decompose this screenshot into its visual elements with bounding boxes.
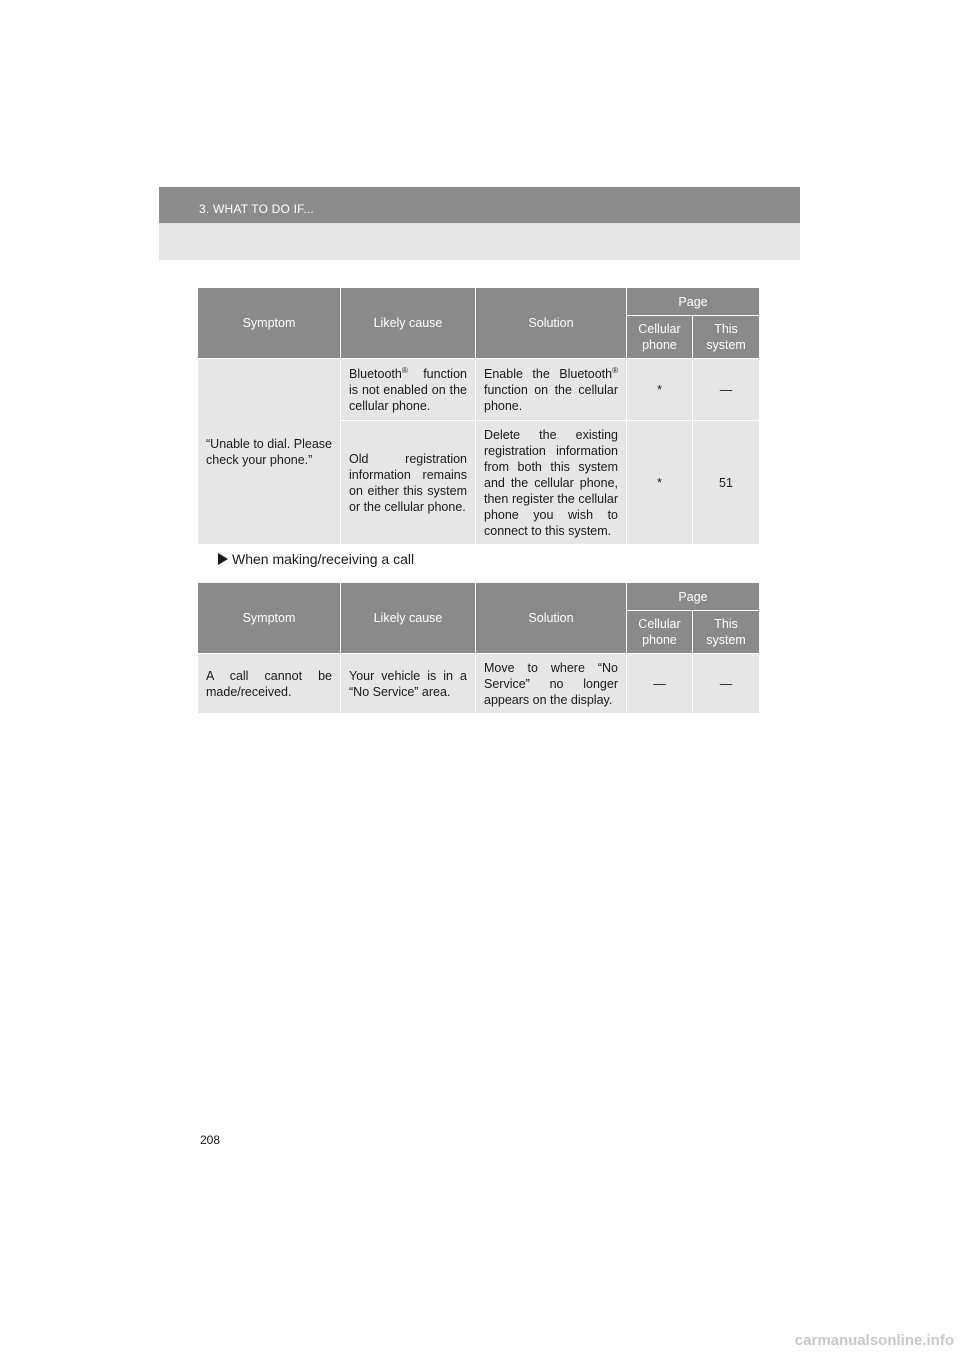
header-solution: Solution	[476, 583, 627, 654]
system-page-cell: 51	[693, 421, 760, 545]
cause-cell	[341, 359, 476, 421]
header-likely-cause: Likely cause	[341, 288, 476, 359]
system-page-cell: —	[693, 359, 760, 421]
header-cellular-phone: Cellular phone	[627, 316, 693, 359]
symptom-cell: A call cannot be made/received.	[198, 654, 341, 714]
section-title: 3. WHAT TO DO IF...	[199, 202, 314, 216]
troubleshooting-table-dial	[197, 287, 760, 545]
cause-cell: Old registration information remains on either this system or the cellular phone.	[341, 421, 476, 545]
header-this-system: This system	[693, 316, 760, 359]
system-page-cell: —	[693, 654, 760, 714]
subheading	[218, 551, 414, 567]
header-page: Page	[627, 583, 760, 611]
subheading-text: When making/receiving a call	[232, 551, 415, 567]
solution-cell: Delete the existing registration information from both this system and the cellular phone, then register the cellular phone you wish to connect to this system.	[476, 421, 627, 545]
header-page: Page	[627, 288, 760, 316]
watermark: carmanualsonline.info	[794, 1332, 954, 1349]
page-number: 208	[200, 1133, 221, 1147]
cause-text-prefix: Bluetooth	[349, 366, 402, 381]
header-solution: Solution	[476, 288, 627, 359]
header-likely-cause: Likely cause	[341, 583, 476, 654]
solution-cell	[476, 359, 627, 421]
solution-cell: Move to where “No Service” no longer appears on the display.	[476, 654, 627, 714]
header-symptom: Symptom	[198, 288, 341, 359]
cellular-page-cell: *	[627, 421, 693, 545]
triangle-bullet-icon	[218, 553, 228, 565]
solution-text-suffix: function on the cellular phone.	[484, 382, 618, 413]
symptom-text: “Unable to dial. Please check your phone.”	[206, 436, 332, 467]
cellular-page-cell: —	[627, 654, 693, 714]
header-cellular-phone: Cellular phone	[627, 611, 693, 654]
registered-mark: ®	[401, 365, 408, 375]
troubleshooting-table-call	[197, 582, 760, 714]
section-header	[159, 187, 800, 260]
solution-text-prefix: Enable the Bluetooth	[484, 366, 613, 381]
section-header-bar	[159, 187, 800, 223]
registered-mark: ®	[612, 365, 618, 375]
cause-cell: Your vehicle is in a “No Service” area.	[341, 654, 476, 714]
header-symptom: Symptom	[198, 583, 341, 654]
header-this-system: This system	[693, 611, 760, 654]
cause-text-suffix: function is not enabled on the cellular phone.	[349, 366, 467, 413]
cellular-page-cell: *	[627, 359, 693, 421]
symptom-cell	[198, 359, 341, 545]
